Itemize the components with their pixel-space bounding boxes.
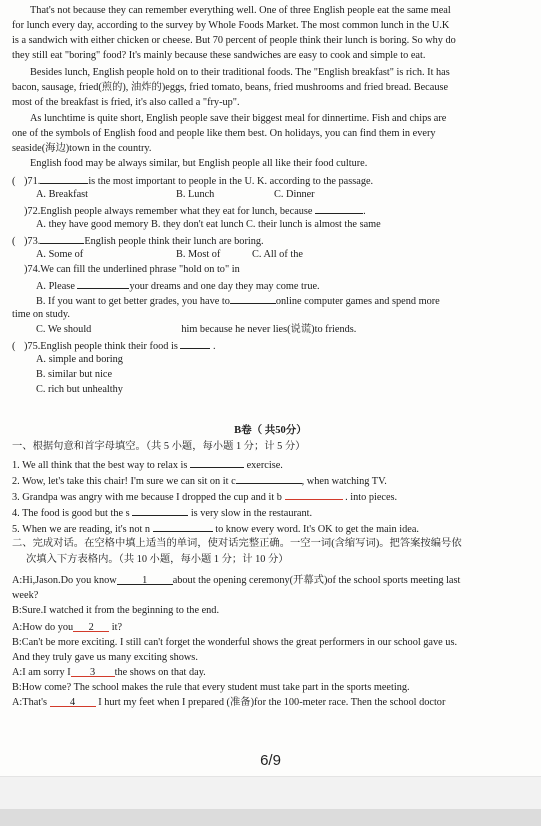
dialogue-line: B:Can't be more exciting. I still can't forget the wonderful shows the great performers in our school gave us. xyxy=(12,637,458,648)
dialogue-text: A:I am sorry I xyxy=(12,667,71,678)
question-74-option-a xyxy=(36,278,522,293)
sentence-5 xyxy=(12,521,522,536)
option-a-text: A. Please xyxy=(36,281,75,292)
sentence-2-end: when watching TV. xyxy=(306,476,387,487)
question-72-text: )72.English people always remember what they eat for lunch, because xyxy=(24,206,313,217)
passage-line: most of the breakfast is fried, it's also called a "fry-up". xyxy=(12,97,240,108)
option-b-text-end: online computer games and spend more xyxy=(275,296,440,307)
part-two-heading-cont: 次填入下方表格内。（共 10 小题，每小题 1 分；计 10 分） xyxy=(26,554,289,565)
sentence-1 xyxy=(12,457,522,472)
option-c: C. Dinner xyxy=(274,189,315,200)
option-a: A. simple and boring xyxy=(36,354,123,365)
dialogue-line xyxy=(12,574,522,587)
question-72-options: A. they have good memory B. they don't eat lunch C. their lunch is almost the same xyxy=(36,219,381,230)
sentence-2-text: 2. Wow, let's take this chair! I'm sure we can sit on it c xyxy=(12,476,236,487)
passage-line: they still eat "boring" food? It's mainly because these sandwiches are easy to cook and simple to eat. xyxy=(12,50,426,61)
question-73-label: )73. xyxy=(24,236,41,247)
answer-blank[interactable] xyxy=(77,278,129,289)
question-71-options xyxy=(36,188,522,201)
question-74-option-b-cont: time on study. xyxy=(12,309,70,320)
part-two-heading: 二、完成对话。在空格中填上适当的单词，使对话完整正确。一空一词(含缩写词)。把答案按编号依 xyxy=(12,538,462,549)
question-74-option-c xyxy=(36,323,522,336)
dialogue-text: the shows on that day. xyxy=(114,667,206,678)
dialogue-line xyxy=(12,666,522,679)
question-75-text: )75.English people think their food is xyxy=(24,341,178,352)
answer-blank[interactable] xyxy=(236,473,302,484)
question-74-option-b xyxy=(36,293,522,308)
part-one-heading: 一、根据句意和首字母填空。（共 5 小题，每小题 1 分；计 5 分） xyxy=(12,441,306,452)
page-number: 6/9 xyxy=(260,752,281,769)
question-73-options xyxy=(36,248,522,261)
sentence-1-end: exercise. xyxy=(246,460,283,471)
answer-blank[interactable] xyxy=(180,338,210,349)
passage-line: That's not because they can remember everything well. One of three English people eat the same meal xyxy=(30,5,451,16)
option-c-text-end: him because he never lies(说谎)to friends. xyxy=(181,324,357,335)
question-73-text: English people think their lunch are boring. xyxy=(84,236,264,247)
dialogue-text: I hurt my feet when I prepared (准备)for the 100-meter race. Then the school doctor xyxy=(98,697,446,708)
answer-blank[interactable] xyxy=(190,457,244,468)
dialogue-line xyxy=(12,621,522,634)
dialogue-line: And they truly gave us many exciting shows. xyxy=(12,652,198,663)
answer-blank[interactable] xyxy=(285,489,343,500)
sentence-3-end: into pieces. xyxy=(350,492,398,503)
passage-line: Besides lunch, English people hold on to their traditional foods. The "English breakfast" is rich. It has xyxy=(30,67,450,78)
option-c-text: C. We should xyxy=(36,324,92,335)
section-title: B卷（ 共50分） xyxy=(234,425,307,436)
question-74: )74.We can fill the underlined phrase "hold on to" in xyxy=(24,264,240,275)
dialogue-text: about the opening ceremony(开幕式)of the school sports meeting last xyxy=(172,575,461,586)
passage-line: As lunchtime is quite short, English people save their biggest meal for dinnertime. Fish and chips are xyxy=(30,113,447,124)
passage-line: one of the symbols of English food and people like them best. On holidays, you can find them in every xyxy=(12,128,436,139)
option-a-text-end: your dreams and one day they may come true. xyxy=(129,281,320,292)
answer-blank[interactable] xyxy=(132,505,188,516)
passage-line: is a sandwich with either chicken or cheese. But 70 percent of people think their lunch is boring. So why do xyxy=(12,35,456,46)
answer-blank[interactable] xyxy=(153,521,213,532)
dialogue-line: week? xyxy=(12,590,39,601)
passage-line: bacon, sausage, fried(煎的), 油炸的)eggs, fried tomato, beans, fried mushrooms and fried bread. Because xyxy=(12,82,449,93)
answer-blank[interactable] xyxy=(315,203,363,214)
answer-blank[interactable] xyxy=(40,173,88,184)
sentence-1-text: 1. We all think that the best way to relax is xyxy=(12,460,188,471)
dialogue-line: B:How come? The school makes the rule that every student must take part in the sports meeting. xyxy=(12,682,410,693)
sentence-5-end: to know every word. It's OK to get the main idea. xyxy=(215,524,419,535)
numbered-blank[interactable]: 4 xyxy=(50,696,96,707)
numbered-blank[interactable]: 1 xyxy=(117,574,173,585)
sentence-3-text: 3. Grandpa was angry with me because I dropped the cup and it b xyxy=(12,492,282,503)
question-75: ( )75.English people think their food is . xyxy=(12,338,522,353)
sentence-5-text: 5. When we are reading, it's not n xyxy=(12,524,151,535)
numbered-blank[interactable]: 2 xyxy=(73,621,109,632)
viewer-scrollbar[interactable] xyxy=(0,809,541,826)
dialogue-text: A:That's xyxy=(12,697,48,708)
dialogue-text: A:Hi,Jason.Do you know xyxy=(12,575,117,586)
dialogue-line xyxy=(12,696,522,709)
option-b: B. Most of xyxy=(176,249,221,260)
option-b: B. Lunch xyxy=(176,189,215,200)
answer-blank[interactable] xyxy=(40,233,84,244)
option-a: A. Breakfast xyxy=(36,189,89,200)
question-72-end: . xyxy=(363,206,366,217)
question-72 xyxy=(24,203,522,218)
sentence-4-text: 4. The food is good but the s xyxy=(12,508,130,519)
sentence-4-end: is very slow in the restaurant. xyxy=(190,508,313,519)
passage-line: English food may be always similar, but English people all like their food culture. xyxy=(30,158,368,169)
option-c: C. rich but unhealthy xyxy=(36,384,123,395)
dialogue-text: A:How do you xyxy=(12,622,74,633)
option-b: B. similar but nice xyxy=(36,369,113,380)
option-a: A. Some of xyxy=(36,249,84,260)
dialogue-text: it? xyxy=(111,622,123,633)
sentence-4 xyxy=(12,505,522,520)
question-73: ( )73. English people think their lunch are boring. xyxy=(12,233,522,248)
option-c: C. All of the xyxy=(252,249,303,260)
numbered-blank[interactable]: 3 xyxy=(71,666,115,677)
viewer-footer xyxy=(0,776,541,826)
dialogue-line: B:Sure.I watched it from the beginning to the end. xyxy=(12,605,220,616)
question-71: ( )71. is the most important to people in the U. K. according to the passage. xyxy=(12,173,522,188)
passage-line: for lunch every day, according to the survey by Whole Foods Market. The most common lunch in the U.K xyxy=(12,20,450,31)
option-b-text: B. If you want to get better grades, you have to xyxy=(36,296,230,307)
sentence-3: 3. Grandpa was angry with me because I dropped the cup and it b . into pieces. xyxy=(12,489,522,504)
answer-blank[interactable] xyxy=(230,293,276,304)
passage-line: seaside(海边)town in the country. xyxy=(12,143,152,154)
question-71-label: )71. xyxy=(24,176,41,187)
sentence-2: 2. Wow, let's take this chair! I'm sure we can sit on it c , when watching TV. xyxy=(12,473,522,488)
question-71-text: is the most important to people in the U. K. according to the passage. xyxy=(88,176,374,187)
